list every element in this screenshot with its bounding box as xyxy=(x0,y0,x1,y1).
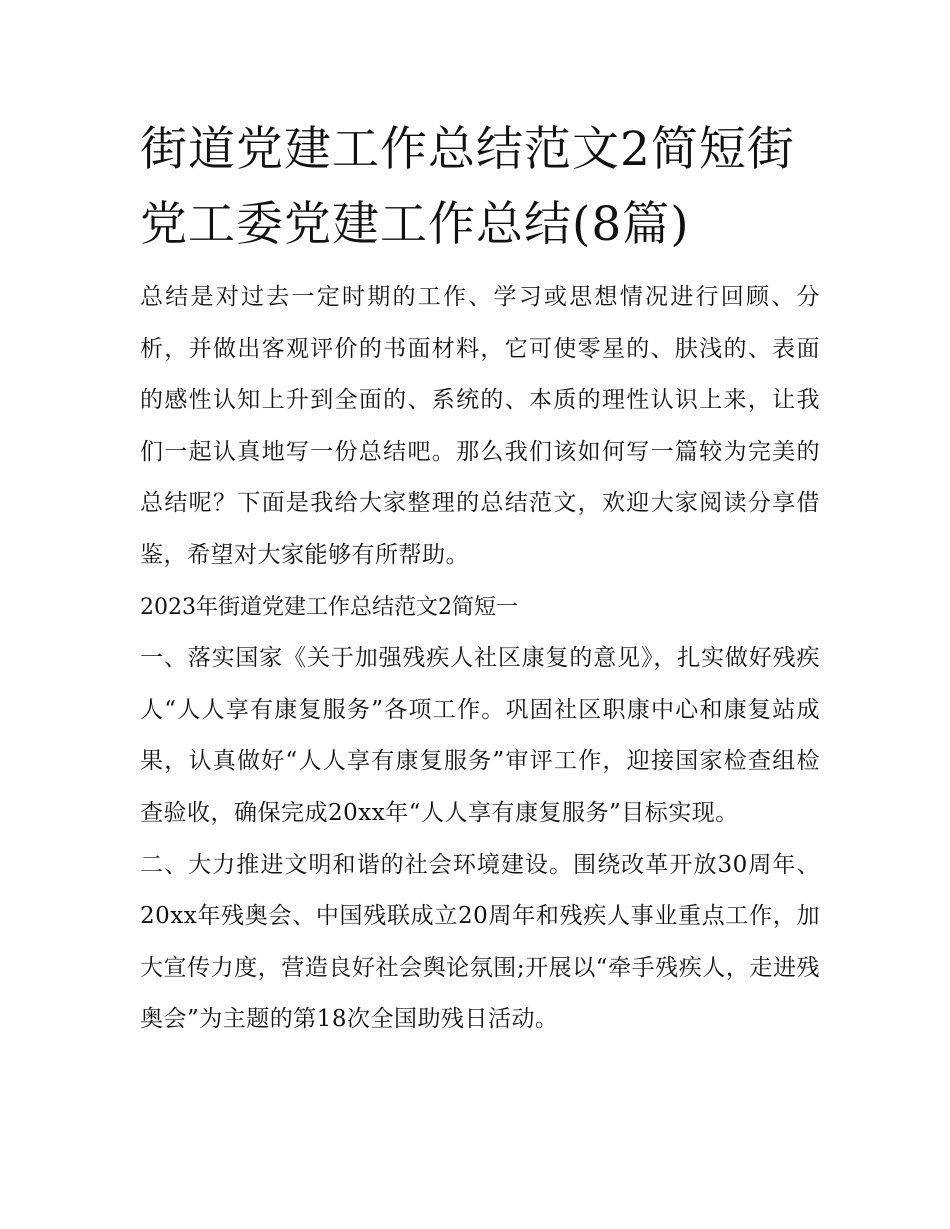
body-paragraph-1: 一、落实国家《关于加强残疾人社区康复的意见》，扎实做好残疾人“人人享有康复服务”各项工作。巩固社区职康中心和康复站成果，认真做好“人人享有康复服务”审评工作，迎接国家检查组检查验收，确保完成20xx年“人人享有康复服务”目标实现。 xyxy=(140,645,820,826)
document-page xyxy=(140,112,820,1046)
document-title: 街道党建工作总结范文2简短街党工委党建工作总结(8篇) xyxy=(140,122,795,252)
body-paragraph-2: 二、大力推进文明和谐的社会环境建设。围绕改革开放30周年、20xx年残奥会、中国残联成立20周年和残疾人事业重点工作，加大宣传力度，营造良好社会舆论氛围;开展以“牵手残疾人，走进残奥会”为主题的第18次全国助残日活动。 xyxy=(140,851,820,1033)
section-heading: 2023年街道党建工作总结范文2简短一 xyxy=(140,594,518,620)
intro-paragraph: 总结是对过去一定时期的工作、学习或思想情况进行回顾、分析，并做出客观评价的书面材料，它可使零星的、肤浅的、表面的感性认知上升到全面的、系统的、本质的理性认识上来，让我们一起认真地写一份总结吧。那么我们该如何写一篇较为完美的总结呢？下面是我给大家整理的总结范文，欢迎大家阅读分享借鉴，希望对大家能够有所帮助。 xyxy=(140,284,820,568)
